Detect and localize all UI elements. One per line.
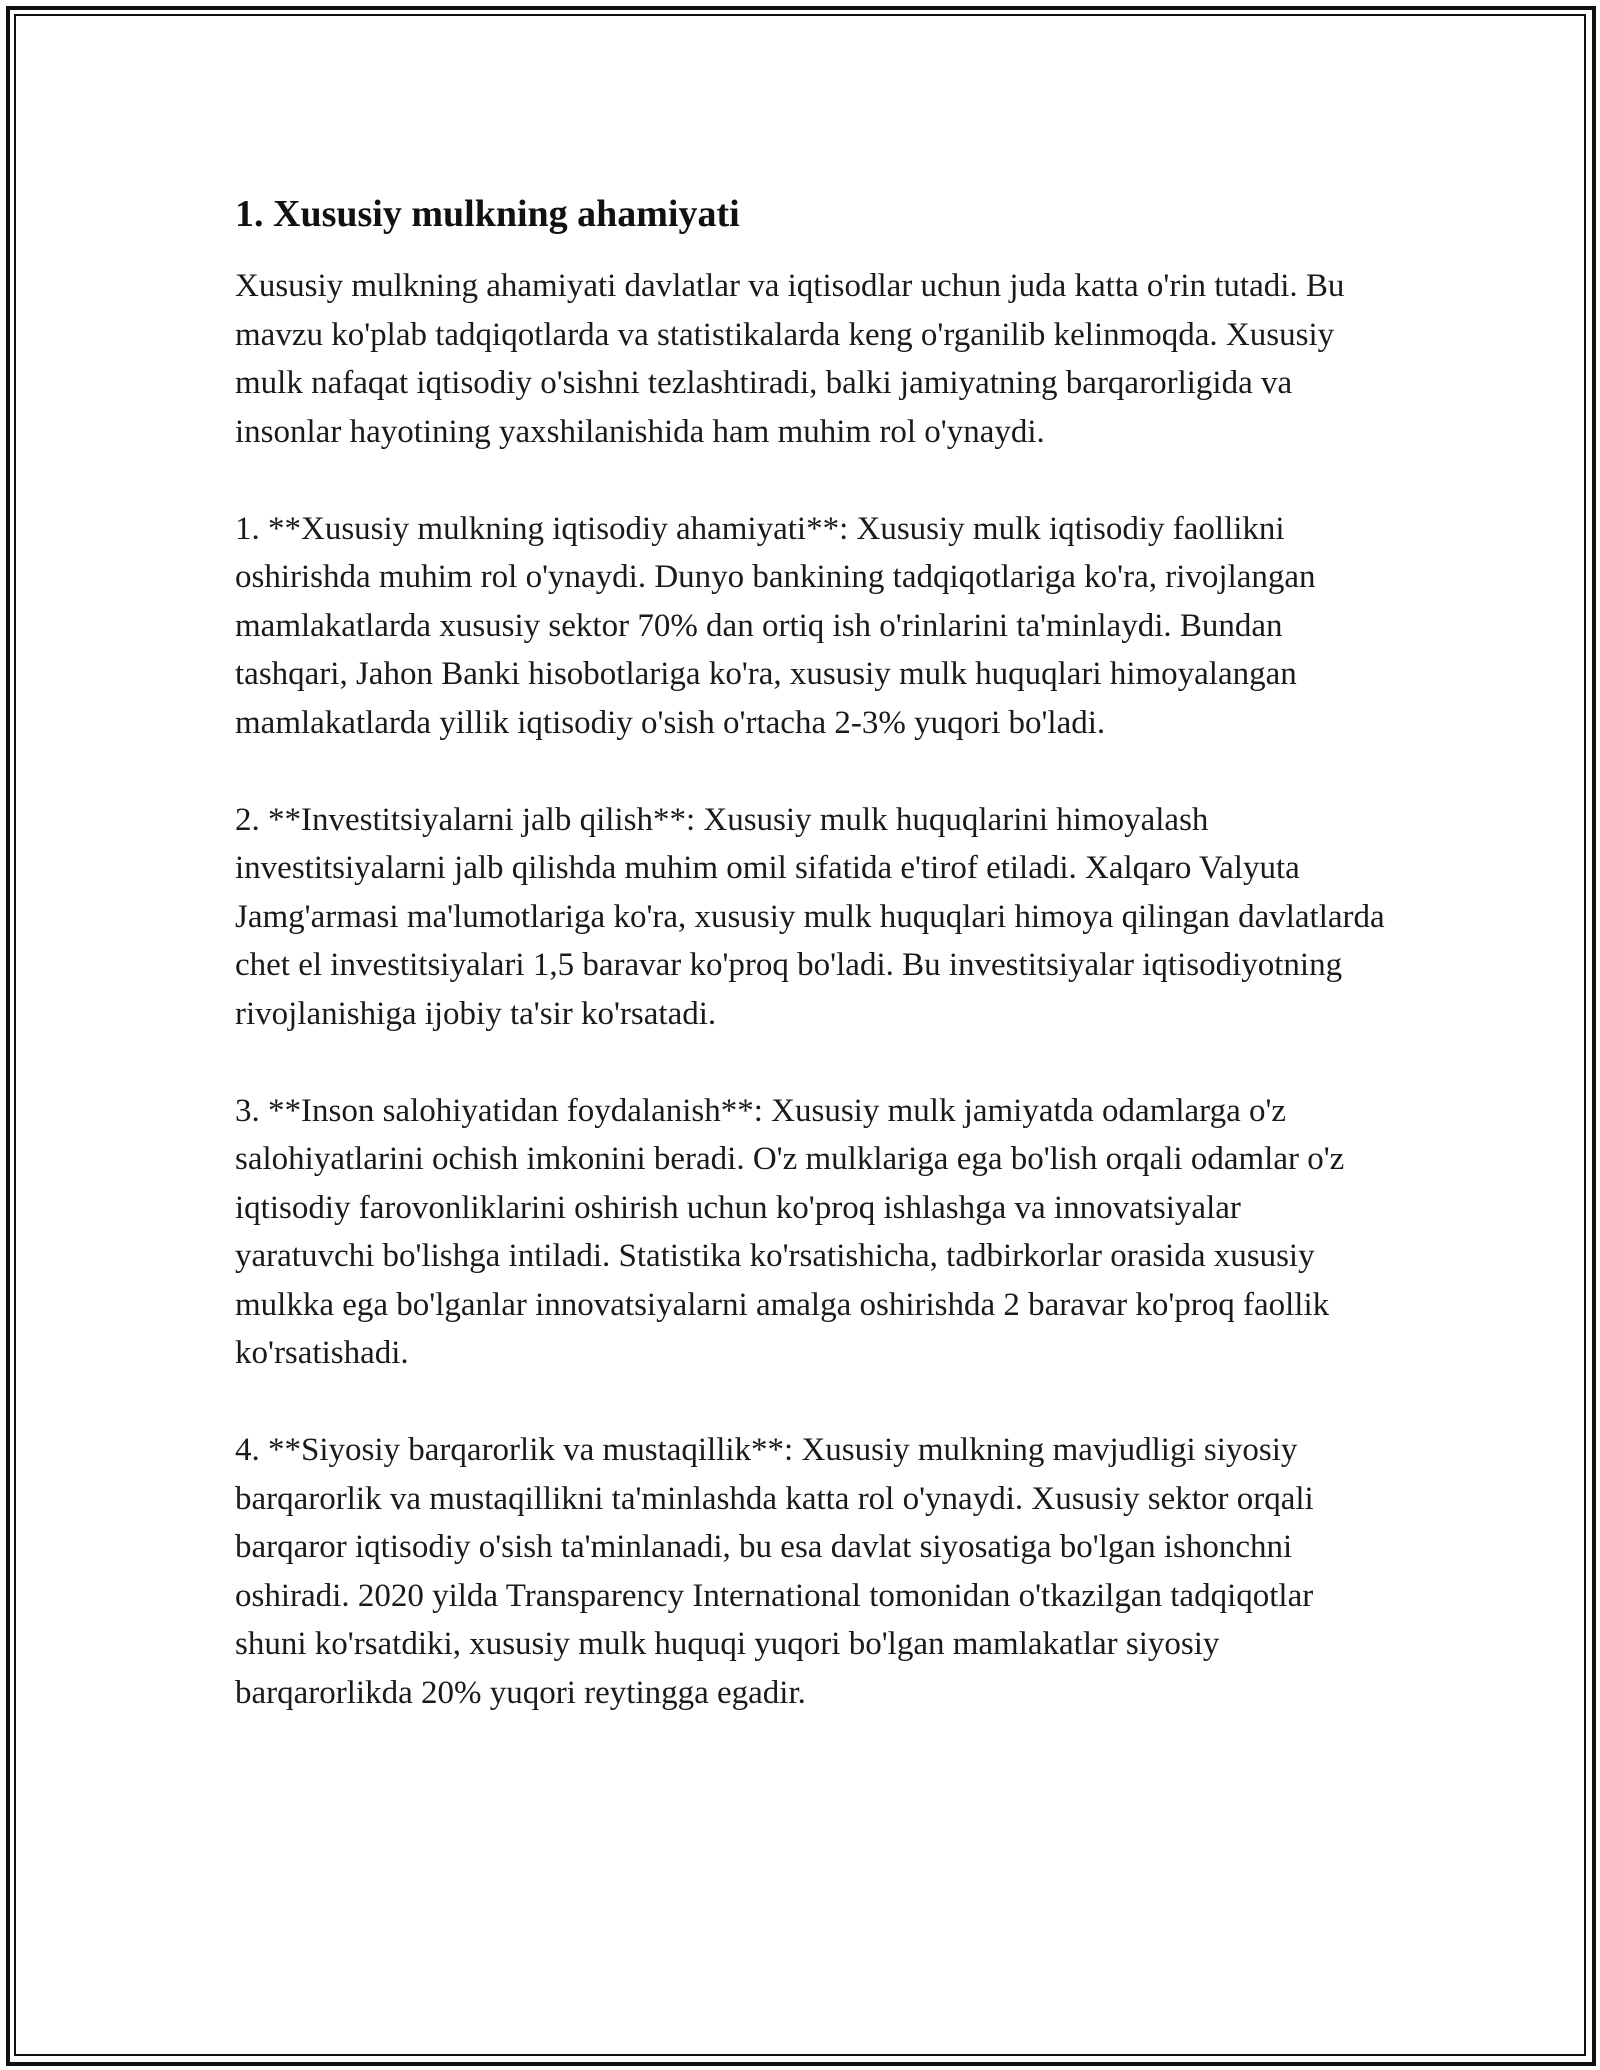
paragraph-attracting-investment: 2. **Investitsiyalarni jalb qilish**: Xususiy mulk huquqlarini himoyalash investitsiyalarni jalb qilishda muhim omil sifatida e'tirof etiladi. Xalqaro Valyuta Jamg'armasi ma'lumotlariga ko'ra, xususiy mulk huquqlari himoya qilingan davlatlarda chet el investitsiyalari 1,5 baravar ko'proq bo'ladi. Bu investitsiyalar iqtisodiyotning rivojlanishiga ijobiy ta'sir ko'rsatadi. [235,801,1385,1032]
paragraph-human-potential: 3. **Inson salohiyatidan foydalanish**: Xususiy mulk jamiyatda odamlarga o'z salohiyatlarini ochish imkonini beradi. O'z mulklariga ega bo'lish orqali odamlar o'z iqtisodiy farovonliklarini oshirish uchun ko'proq ishlashga va innovatsiyalar yaratuvchi bo'lishga intiladi. Statistika ko'rsatishicha, tadbirkorlar orasida xususiy mulkka ega bo'lganlar innovatsiyalarni amalga oshirishda 2 baravar ko'proq faollik ko'rsatishadi. [235,1092,1345,1371]
intro-paragraph: Xususiy mulkning ahamiyati davlatlar va iqtisodlar uchun juda katta o'rin tutadi. Bu mavzu ko'plab tadqiqotlarda va statistikalarda keng o'rganilib kelinmoqda. Xususiy mulk nafaqat iqtisodiy o'sishni tezlashtiradi, balki jamiyatning barqarorligida va insonlar hayotining yaxshilanishida ham muhim rol o'ynaydi. [235,268,1345,450]
section-heading: 1. Xususiy mulkning ahamiyati [235,193,740,235]
document-body [235,188,1385,1766]
paragraph-political-stability: 4. **Siyosiy barqarorlik va mustaqillik**: Xususiy mulkning mavjudligi siyosiy barqarorlik va mustaqillikni ta'minlashda katta rol o'ynaydi. Xususiy sektor orqali barqaror iqtisodiy o'sish ta'minlanadi, bu esa davlat siyosatiga bo'lgan ishonchni oshiradi. 2020 yilda Transparency International tomonidan o'tkazilgan tadqiqotlar shuni ko'rsatdiki, xususiy mulk huquqi yuqori bo'lgan mamlakatlar siyosiy barqarorlikda 20% yuqori reytingga egadir. [235,1432,1314,1711]
paragraph-economic-importance: 1. **Xususiy mulkning iqtisodiy ahamiyati**: Xususiy mulk iqtisodiy faollikni oshirishda muhim rol o'ynaydi. Dunyo bankining tadqiqotlariga ko'ra, rivojlangan mamlakatlarda xususiy sektor 70% dan ortiq ish o'rinlarini ta'minlaydi. Bundan tashqari, Jahon Banki hisobotlariga ko'ra, xususiy mulk huquqlari himoyalangan mamlakatlarda yillik iqtisodiy o'sish o'rtacha 2-3% yuqori bo'ladi. [235,510,1316,741]
